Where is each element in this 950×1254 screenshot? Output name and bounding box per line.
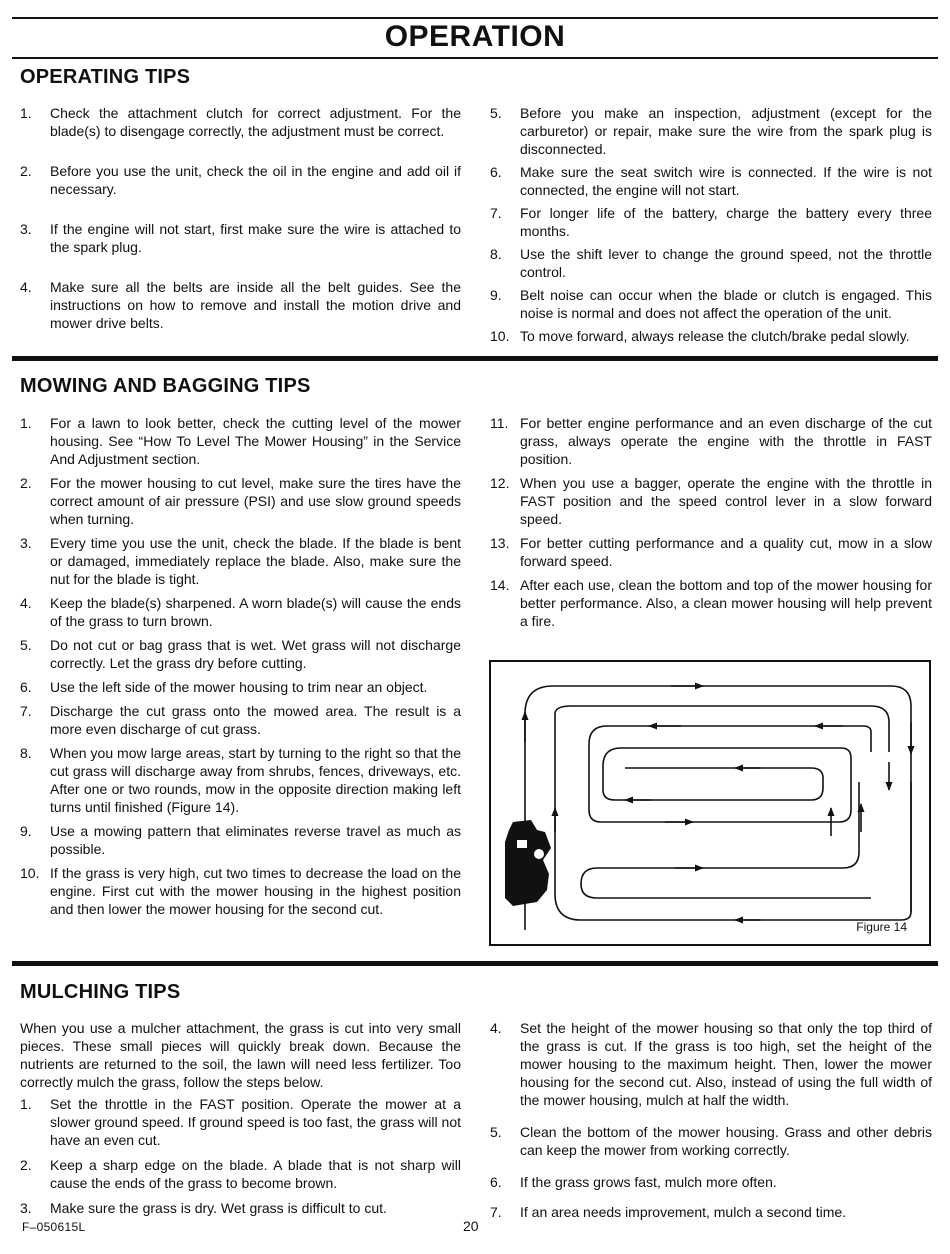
item-text: If the engine will not start, first make sure the wire is attached to the spark plug. xyxy=(50,221,461,255)
item-text: Do not cut or bag grass that is wet. Wet grass will not discharge correctly. Let the grass dry before cutting. xyxy=(50,637,461,671)
item-number: 1. xyxy=(20,1096,32,1112)
list-item xyxy=(490,1203,932,1221)
operating-tips-left-column xyxy=(20,104,461,332)
item-text: If the grass grows fast, mulch more often. xyxy=(520,1174,777,1190)
item-number: 5. xyxy=(20,637,32,653)
item-number: 4. xyxy=(490,1020,502,1036)
list-item xyxy=(20,702,461,738)
list-item xyxy=(490,1173,932,1191)
mowing-tips-right-column xyxy=(490,414,932,630)
list-item xyxy=(20,414,461,468)
mow-path-outer xyxy=(525,686,911,920)
item-text: Every time you use the unit, check the blade. If the blade is bent or damaged, immediately replace the blade. Also, make sure the nut for the blade is tight. xyxy=(50,535,461,587)
item-number: 4. xyxy=(20,595,32,611)
list-item xyxy=(20,864,461,918)
item-text: Set the throttle in the FAST position. Operate the mower at a slower ground speed. If ground speed is too fast, the grass will not have an even cut. xyxy=(50,1096,461,1148)
page-number: 20 xyxy=(463,1218,479,1234)
list-item xyxy=(20,474,461,528)
item-text: If the grass is very high, cut two times to decrease the load on the engine. First cut with the mower housing in the highest position and then lower the mower housing for the second cut. xyxy=(50,865,461,917)
item-number: 8. xyxy=(20,745,32,761)
item-number: 5. xyxy=(490,105,502,121)
list-item xyxy=(20,104,461,140)
title-rule xyxy=(12,57,938,59)
item-text: For a lawn to look better, check the cutting level of the mower housing. See “How To Level The Mower Housing” in the Service And Adjustment section. xyxy=(50,415,461,467)
item-number: 1. xyxy=(20,415,32,431)
item-number: 2. xyxy=(20,163,32,179)
item-text: Make sure all the belts are inside all the belt guides. See the instructions on how to remove and install the motion drive and mower drive belts. xyxy=(50,279,461,331)
list-item xyxy=(490,104,932,158)
document-code: F–050615L xyxy=(22,1220,86,1234)
item-number: 14. xyxy=(490,577,510,593)
mulching-tips-left-column xyxy=(20,1019,461,1217)
section-divider xyxy=(12,356,938,361)
item-text: For better engine performance and an even discharge of the cut grass, always operate the engine with the throttle in FAST position. xyxy=(520,415,932,467)
item-number: 7. xyxy=(490,205,502,221)
list-item xyxy=(490,576,932,630)
item-text: Use the shift lever to change the ground speed, not the throttle control. xyxy=(520,246,932,280)
list-item xyxy=(490,534,932,570)
list-item xyxy=(490,163,932,199)
item-text: To move forward, always release the clutch/brake pedal slowly. xyxy=(520,328,910,344)
list-item xyxy=(490,327,932,345)
item-number: 2. xyxy=(20,475,32,491)
item-number: 7. xyxy=(20,703,32,719)
item-text: For the mower housing to cut level, make sure the tires have the correct amount of air pressure (PSI) and use slow ground speeds when turning. xyxy=(50,475,461,527)
item-number: 8. xyxy=(490,246,502,262)
item-text: When you use a bagger, operate the engine with the throttle in FAST position and the speed control lever in a slow forward speed. xyxy=(520,475,932,527)
operating-tips-heading: OPERATING TIPS xyxy=(20,66,191,88)
item-number: 6. xyxy=(490,1174,502,1190)
mulching-intro: When you use a mulcher attachment, the grass is cut into very small pieces. These small pieces will quickly break down. Because the nutrients are returned to the soil, the lawn will need less fertilizer. Too correctly mulch the grass, follow the steps below. xyxy=(20,1020,461,1090)
item-text: After each use, clean the bottom and top of the mower housing for better performance. Also, a clean mower housing will help prevent a fire. xyxy=(520,577,932,629)
item-text: Use the left side of the mower housing to trim near an object. xyxy=(50,679,428,695)
item-text: Before you use the unit, check the oil in the engine and add oil if necessary. xyxy=(50,163,461,197)
list-item xyxy=(490,245,932,281)
item-number: 3. xyxy=(20,221,32,237)
list-item xyxy=(20,1095,461,1149)
item-text: Discharge the cut grass onto the mowed area. The result is a more even discharge of cut grass. xyxy=(50,703,461,737)
item-number: 13. xyxy=(490,535,510,551)
item-number: 12. xyxy=(490,475,510,491)
item-text: Set the height of the mower housing so that only the top third of the grass is cut. If the grass is too high, set the height of the mower housing to the maximum height. Then, lower the mower housing for the second cut. Also, instead of using the full width of the mower housing, mulch at half the width. xyxy=(520,1020,932,1108)
item-text: Make sure the seat switch wire is connected. If the wire is not connected, the engine will not start. xyxy=(520,164,932,198)
riding-mower-icon xyxy=(505,820,551,906)
mowing-tips-heading: MOWING AND BAGGING TIPS xyxy=(20,375,311,397)
list-item xyxy=(20,278,461,332)
list-item xyxy=(20,1156,461,1192)
page-title: OPERATION xyxy=(384,20,566,53)
item-text: When you mow large areas, start by turning to the right so that the cut grass will discharge away from shrubs, fences, driveways, etc. After one or two rounds, mow in the opposite direction making left turns until finished (Figure 14). xyxy=(50,745,461,815)
item-text: Before you make an inspection, adjustment (except for the carburetor) or repair, make sure the wire from the spark plug is disconnected. xyxy=(520,105,932,157)
mowing-pattern-diagram xyxy=(491,662,929,944)
item-number: 2. xyxy=(20,1157,32,1173)
item-number: 1. xyxy=(20,105,32,121)
item-number: 11. xyxy=(490,415,509,431)
list-item xyxy=(20,744,461,816)
item-text: If an area needs improvement, mulch a second time. xyxy=(520,1204,847,1220)
list-item xyxy=(490,1123,932,1159)
item-text: Keep a sharp edge on the blade. A blade that is not sharp will cause the ends of the grass to become brown. xyxy=(50,1157,461,1191)
list-item xyxy=(20,822,461,858)
section-divider xyxy=(12,961,938,966)
item-number: 3. xyxy=(20,1200,32,1216)
item-number: 4. xyxy=(20,279,32,295)
list-item xyxy=(490,1019,932,1109)
item-text: Clean the bottom of the mower housing. Grass and other debris can keep the mower from working correctly. xyxy=(520,1124,932,1158)
list-item xyxy=(20,534,461,588)
list-item xyxy=(20,1199,461,1217)
item-text: Use a mowing pattern that eliminates reverse travel as much as possible. xyxy=(50,823,461,857)
list-item xyxy=(490,414,932,468)
item-number: 9. xyxy=(490,287,502,303)
item-number: 5. xyxy=(490,1124,502,1140)
item-number: 7. xyxy=(490,1204,502,1220)
list-item xyxy=(20,220,461,256)
item-number: 6. xyxy=(490,164,502,180)
item-number: 3. xyxy=(20,535,32,551)
list-item xyxy=(20,162,461,198)
list-item xyxy=(20,636,461,672)
list-item xyxy=(490,204,932,240)
mow-path-middle xyxy=(589,726,871,822)
item-number: 10. xyxy=(20,865,40,881)
list-item xyxy=(20,678,461,696)
list-item xyxy=(490,286,932,322)
item-text: Belt noise can occur when the blade or clutch is engaged. This noise is normal and does not affect the operation of the unit. xyxy=(520,287,932,321)
item-text: For better cutting performance and a quality cut, mow in a slow forward speed. xyxy=(520,535,932,569)
item-text: Check the attachment clutch for correct adjustment. For the blade(s) to disengage correctly, the adjustment must be correct. xyxy=(50,105,461,139)
item-text: Make sure the grass is dry. Wet grass is difficult to cut. xyxy=(50,1200,387,1216)
mowing-pattern-figure xyxy=(489,660,931,946)
item-number: 10. xyxy=(490,328,510,344)
item-number: 6. xyxy=(20,679,32,695)
operating-tips-right-column xyxy=(490,104,932,345)
item-text: For longer life of the battery, charge the battery every three months. xyxy=(520,205,932,239)
item-text: Keep the blade(s) sharpened. A worn blade(s) will cause the ends of the grass to turn brown. xyxy=(50,595,461,629)
mowing-tips-left-column xyxy=(20,414,461,918)
figure-caption: Figure 14 xyxy=(856,920,907,934)
mulching-tips-heading: MULCHING TIPS xyxy=(20,981,181,1003)
mulching-tips-right-column xyxy=(490,1019,932,1221)
list-item xyxy=(20,594,461,630)
item-number: 9. xyxy=(20,823,32,839)
list-item xyxy=(490,474,932,528)
